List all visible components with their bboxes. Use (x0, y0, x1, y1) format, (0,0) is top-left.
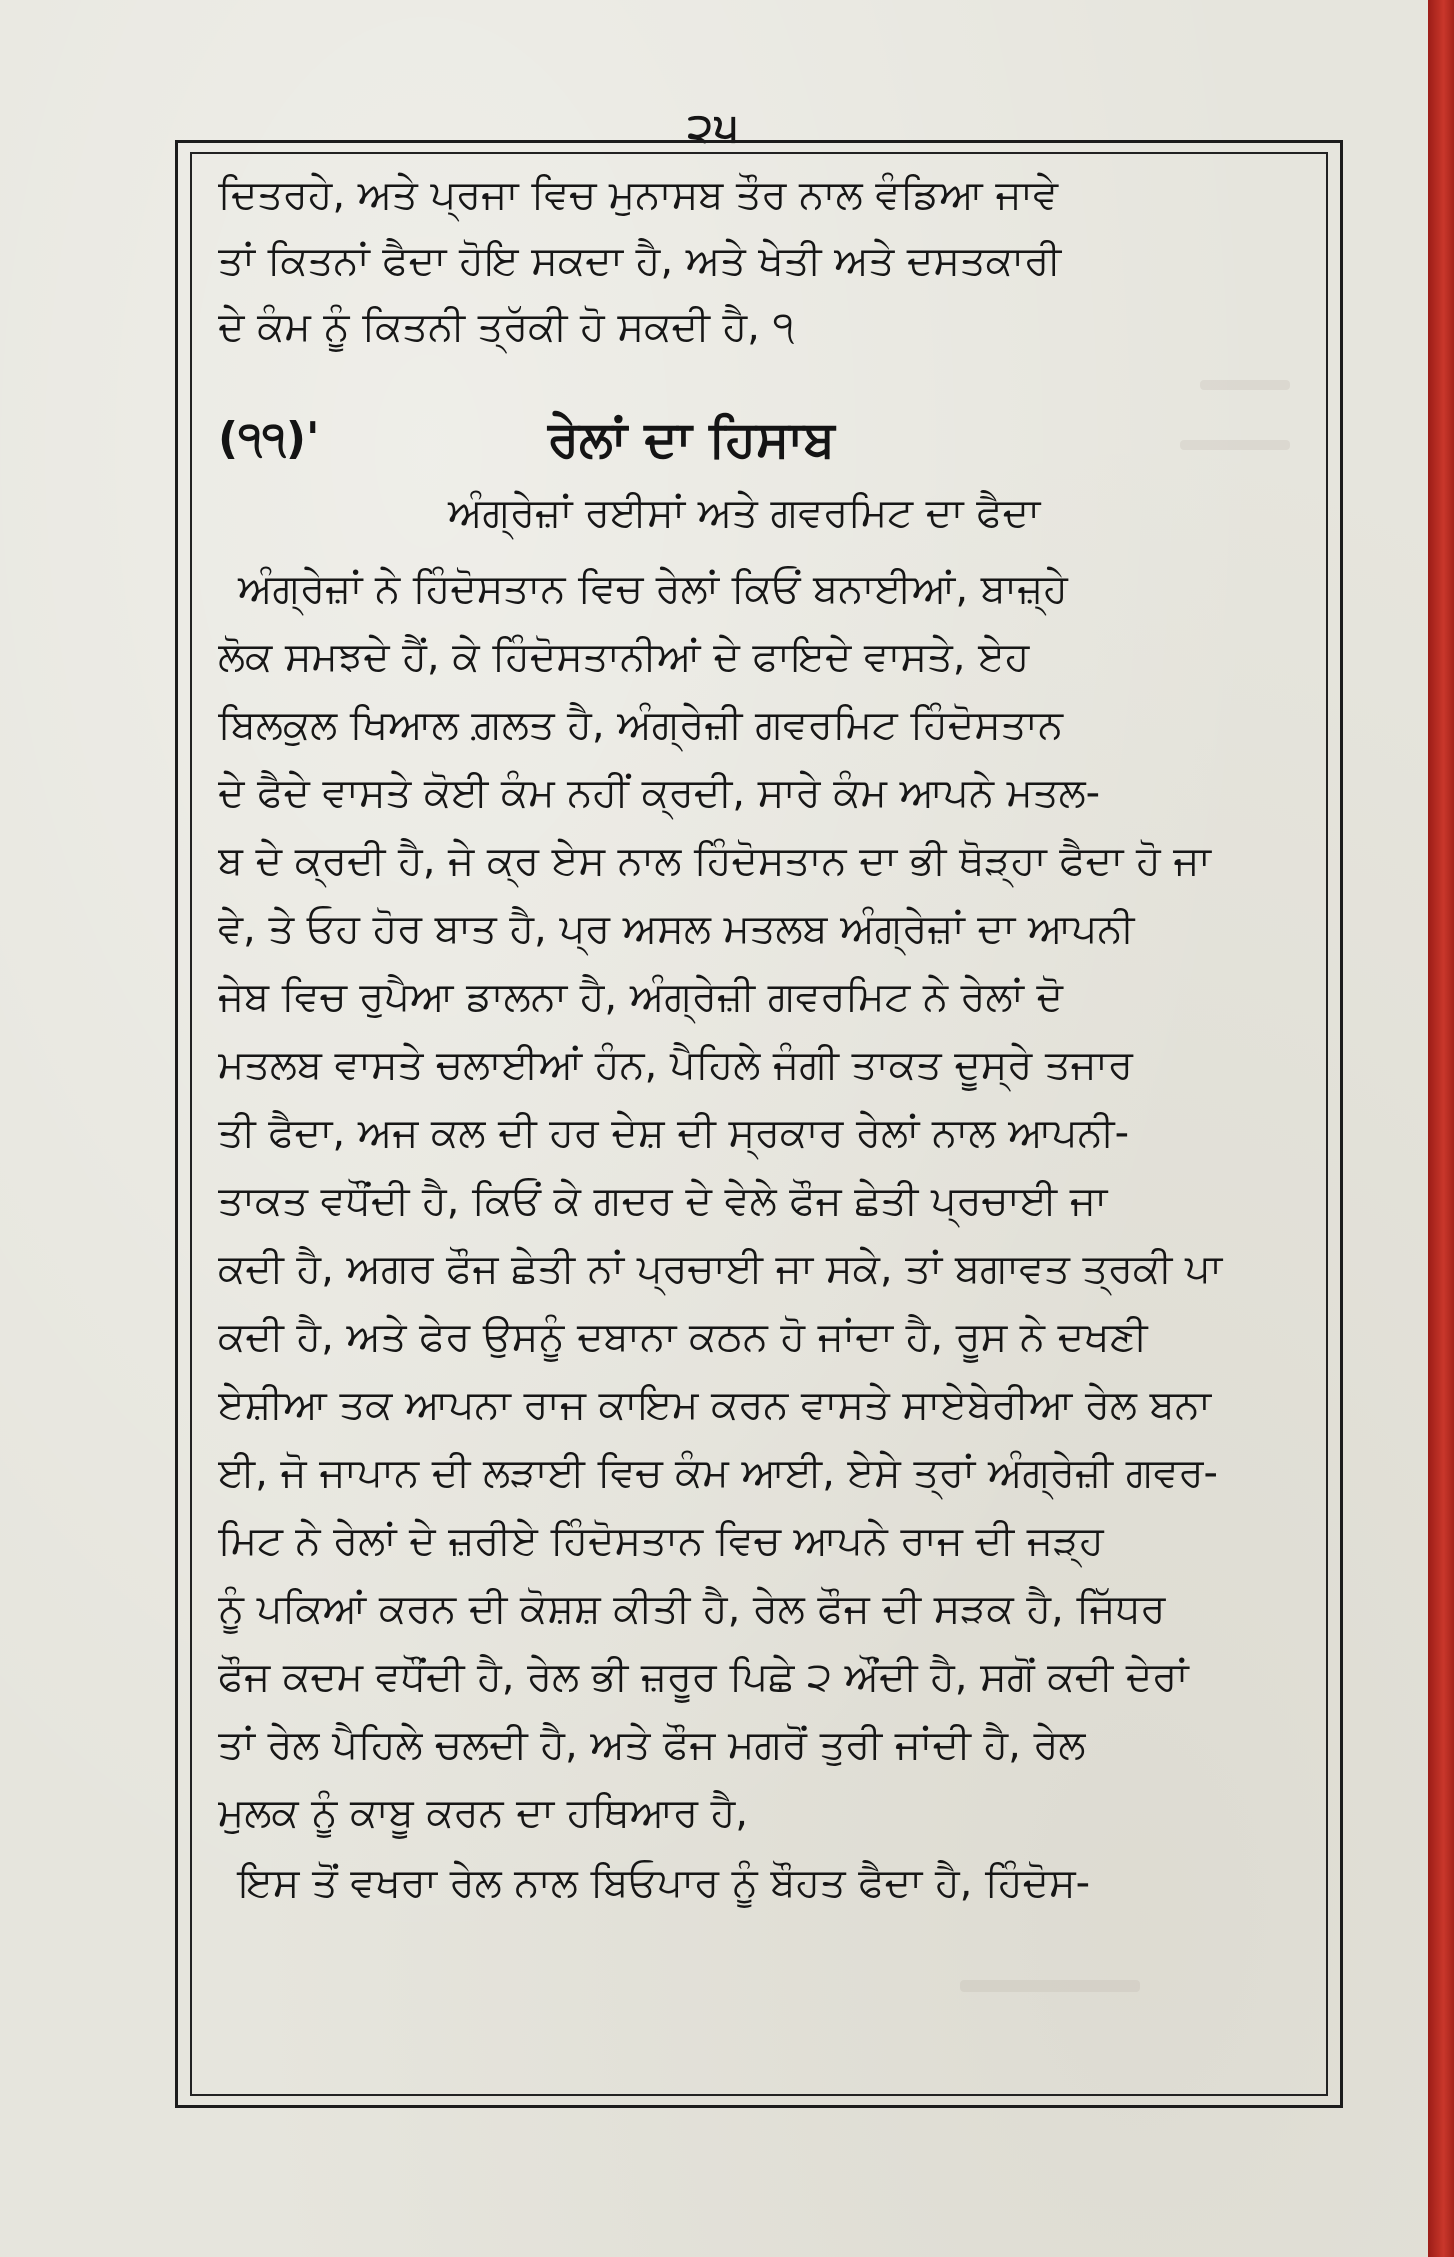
text-line: ਤਾਕਤ ਵਧੌਂਦੀ ਹੈ, ਕਿਓਂ ਕੇ ਗਦਰ ਦੇ ਵੇਲੇ ਫੌਜ ਛੇਤੀ ਪ੍ਰਚਾਈ ਜਾ (218, 1178, 1108, 1224)
section-subtitle: ਅੰਗ੍ਰੇਜ਼ਾਂ ਰਈਸਾਂ ਅਤੇ ਗਵਰਮਿਟ ਦਾ ਫੈਦਾ (448, 490, 1041, 536)
page-number: ੨੫ (687, 105, 741, 151)
section-number: (੧੧)' (218, 413, 320, 464)
text-line: ਕਦੀ ਹੈ, ਅਗਰ ਫੌਜ ਛੇਤੀ ਨਾਂ ਪ੍ਰਚਾਈ ਜਾ ਸਕੇ, ਤਾਂ ਬਗਾਵਤ ਤ੍ਰਕੀ ਪਾ (218, 1246, 1223, 1292)
text-line: ਬਿਲਕੁਲ ਖਿਆਲ ਗ਼ਲਤ ਹੈ, ਅੰਗ੍ਰੇਜ਼ੀ ਗਵਰਮਿਟ ਹਿੰਦੋਸਤਾਨ (218, 702, 1063, 748)
text-line: ਕਦੀ ਹੈ, ਅਤੇ ਫੇਰ ਉਸਨੂੰ ਦਬਾਨਾ ਕਠਨ ਹੋ ਜਾਂਦਾ ਹੈ, ਰੂਸ ਨੇ ਦਖਣੀ (218, 1314, 1148, 1360)
text-line: ਮਿਟ ਨੇ ਰੇਲਾਂ ਦੇ ਜ਼ਰੀਏ ਹਿੰਦੋਸਤਾਨ ਵਿਚ ਆਪਨੇ ਰਾਜ ਦੀ ਜੜ੍ਹ (218, 1518, 1104, 1564)
text-line: ਦੇ ਫੈਦੇ ਵਾਸਤੇ ਕੋਈ ਕੰਮ ਨਹੀਂ ਕ੍ਰਦੀ, ਸਾਰੇ ਕੰਮ ਆਪਨੇ ਮਤਲ- (218, 770, 1101, 816)
text-line: ਅੰਗ੍ਰੇਜ਼ਾਂ ਨੇ ਹਿੰਦੋਸਤਾਨ ਵਿਚ ਰੇਲਾਂ ਕਿਓਂ ਬਨਾਈਆਂ, ਬਾਜ਼੍ਹੇ (238, 566, 1068, 612)
text-line: ਤਾਂ ਕਿਤਨਾਂ ਫੈਦਾ ਹੋਇ ਸਕਦਾ ਹੈ, ਅਤੇ ਖੇਤੀ ਅਤੇ ਦਸਤਕਾਰੀ (218, 238, 1062, 284)
text-line: ਵੇ, ਤੇ ਓਹ ਹੋਰ ਬਾਤ ਹੈ, ਪ੍ਰ ਅਸਲ ਮਤਲਬ ਅੰਗ੍ਰੇਜ਼ਾਂ ਦਾ ਆਪਨੀ (218, 906, 1135, 952)
book-cover-edge (1428, 0, 1454, 2257)
handwritten-text-block (218, 166, 1318, 2076)
text-line: ਮੁਲਕ ਨੂੰ ਕਾਬੂ ਕਰਨ ਦਾ ਹਥਿਆਰ ਹੈ, (218, 1790, 749, 1836)
text-line: ਈ, ਜੋ ਜਾਪਾਨ ਦੀ ਲੜਾਈ ਵਿਚ ਕੰਮ ਆਈ, ਏਸੇ ਤ੍ਰਾਂ ਅੰਗ੍ਰੇਜ਼ੀ ਗਵਰ- (218, 1450, 1218, 1496)
text-line: ਤਾਂ ਰੇਲ ਪੈਹਿਲੇ ਚਲਦੀ ਹੈ, ਅਤੇ ਫੌਜ ਮਗਰੋਂ ਤੁਰੀ ਜਾਂਦੀ ਹੈ, ਰੇਲ (218, 1722, 1086, 1768)
text-line: ਫੌਜ ਕਦਮ ਵਧੌਂਦੀ ਹੈ, ਰੇਲ ਭੀ ਜ਼ਰੂਰ ਪਿਛੇ ੨ ਔਂਦੀ ਹੈ, ਸਗੋਂ ਕਦੀ ਦੇਰਾਂ (218, 1654, 1189, 1700)
section-heading (218, 406, 1318, 472)
text-line: ਲੋਕ ਸਮਝਦੇ ਹੈਂ, ਕੇ ਹਿੰਦੋਸਤਾਨੀਆਂ ਦੇ ਫਾਇਦੇ ਵਾਸਤੇ, ਏਹ (218, 634, 1030, 680)
text-line: ਇਸ ਤੋਂ ਵਖਰਾ ਰੇਲ ਨਾਲ ਬਿਓਪਾਰ ਨੂੰ ਬੌਹਤ ਫੈਦਾ ਹੈ, ਹਿੰਦੋਸ- (238, 1860, 1091, 1906)
text-line: ਤੀ ਫੈਦਾ, ਅਜ ਕਲ ਦੀ ਹਰ ਦੇਸ਼ ਦੀ ਸ੍ਰਕਾਰ ਰੇਲਾਂ ਨਾਲ ਆਪਨੀ- (218, 1110, 1130, 1156)
text-line: ਬ ਦੇ ਕ੍ਰਦੀ ਹੈ, ਜੇ ਕ੍ਰ ਏਸ ਨਾਲ ਹਿੰਦੋਸਤਾਨ ਦਾ ਭੀ ਥੋੜ੍ਹਾ ਫੈਦਾ ਹੋ ਜਾ (218, 838, 1211, 884)
section-title: ਰੇਲਾਂ ਦਾ ਹਿਸਾਬ (548, 410, 835, 468)
text-line: ਨੂੰ ਪਕਿਆਂ ਕਰਨ ਦੀ ਕੋਸ਼ਸ਼ ਕੀਤੀ ਹੈ, ਰੇਲ ਫੌਜ ਦੀ ਸੜਕ ਹੈ, ਜਿੱਧਰ (218, 1586, 1166, 1632)
text-line: ਮਤਲਬ ਵਾਸਤੇ ਚਲਾਈਆਂ ਹੰਨ, ਪੈਹਿਲੇ ਜੰਗੀ ਤਾਕਤ ਦੂਸ੍ਰੇ ਤਜਾਰ (218, 1042, 1133, 1088)
text-line: ਦਿਤਰਹੇ, ਅਤੇ ਪ੍ਰਜਾ ਵਿਚ ਮੁਨਾਸਬ ਤੌਰ ਨਾਲ ਵੰਡਿਆ ਜਾਵੇ (218, 172, 1059, 218)
text-line: ਜੇਬ ਵਿਚ ਰੁਪੈਆ ਡਾਲਨਾ ਹੈ, ਅੰਗ੍ਰੇਜ਼ੀ ਗਵਰਮਿਟ ਨੇ ਰੇਲਾਂ ਦੋ (218, 974, 1064, 1020)
text-line: ਏਸ਼ੀਆ ਤਕ ਆਪਨਾ ਰਾਜ ਕਾਇਮ ਕਰਨ ਵਾਸਤੇ ਸਾਏਬੇਰੀਆ ਰੇਲ ਬਨਾ (218, 1382, 1212, 1428)
text-line: ਦੇ ਕੰਮ ਨੂੰ ਕਿਤਨੀ ਤ੍ਰੱਕੀ ਹੋ ਸਕਦੀ ਹੈ, ੧ (218, 304, 795, 350)
